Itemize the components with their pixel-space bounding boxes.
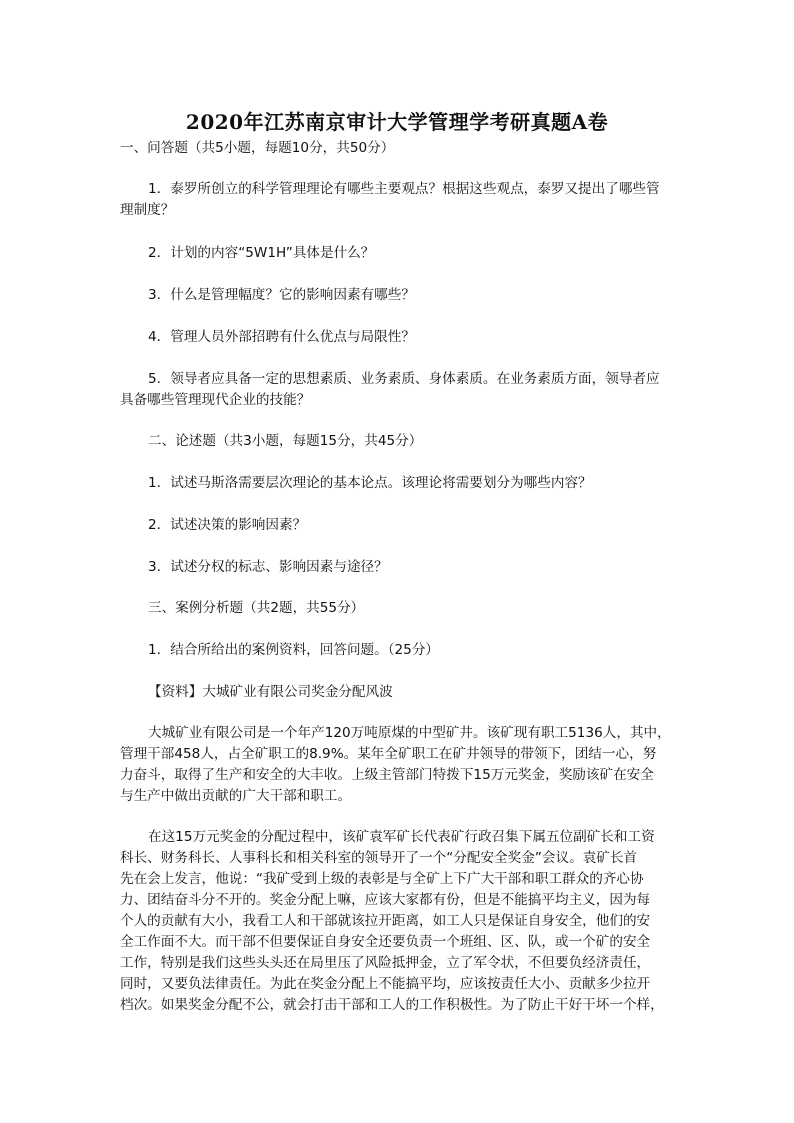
paragraph-2-line: 个人的贡献有大小，我看工人和干部就该拉开距离，如工人只是保证自身安全，他们的安 (120, 913, 651, 929)
section-1-heading: 一、问答题（共5小题，每题10分，共50分） (120, 140, 395, 156)
document-title: 2020年江苏南京审计大学管理学考研真题A卷 (185, 110, 609, 134)
question-1-5-line1: 5．领导者应具备一定的思想素质、业务素质、身体素质。在业务素质方面，领导者应 (148, 371, 660, 387)
question-1-1-line1: 1．泰罗所创立的科学管理理论有哪些主要观点？根据这些观点，泰罗又提出了哪些管 (148, 181, 660, 197)
paragraph-2-line: 在这15万元奖金的分配过程中，该矿袁军矿长代表矿行政召集下属五位副矿长和工资 (148, 829, 655, 845)
paragraph-2-line: 同时，又要负法律责任。为此在奖金分配上不能搞平均，应该按责任大小、贡献多少拉开 (120, 976, 651, 992)
paragraph-1-line: 力奋斗，取得了生产和安全的大丰收。上级主管部门特拨下15万元奖金，奖励该矿在安全 (120, 767, 654, 783)
question-3-1: 1．结合所给出的案例资料，回答问题。（25分） (148, 642, 440, 658)
section-3-heading: 三、案例分析题（共2题，共55分） (148, 600, 365, 616)
paragraph-1-line: 与生产中做出贡献的广大干部和职工。 (120, 788, 352, 804)
question-2-2: 2．试述决策的影响因素？ (148, 517, 307, 533)
question-1-1-line2: 理制度？ (120, 202, 175, 218)
question-1-3: 3．什么是管理幅度？它的影响因素有哪些？ (148, 287, 415, 303)
question-1-2: 2．计划的内容“5W1H”具体是什么？ (148, 245, 375, 261)
question-1-5-line2: 具备哪些管理现代企业的技能？ (120, 392, 311, 408)
paragraph-2-line: 先在会上发言，他说：“我矿受到上级的表彰是与全矿上下广大干部和职工群众的齐心协 (120, 871, 644, 887)
question-2-1: 1．试述马斯洛需要层次理论的基本论点。该理论将需要划分为哪些内容？ (148, 475, 592, 491)
paragraph-2-line: 工作，特别是我们这些头头还在局里压了风险抵押金，立了军令状，不但要负经济责任， (120, 955, 651, 971)
question-2-3: 3．试述分权的标志、影响因素与途径？ (148, 559, 388, 575)
paragraph-2-line: 全工作面不大。而干部不但要保证自身安全还要负责一个班组、区、队，或一个矿的安全 (120, 934, 651, 950)
paragraph-1-line: 大城矿业有限公司是一个年产120万吨原煤的中型矿井。该矿现有职工5136人，其中， (148, 725, 671, 741)
paragraph-2-line: 力、团结奋斗分不开的。奖金分配上嘛，应该大家都有份，但是不能搞平均主义，因为每 (120, 892, 651, 908)
paragraph-1-line: 管理干部458人，占全矿职工的8.9%。某年全矿职工在矿井领导的带领下，团结一心，努 (120, 746, 657, 762)
section-2-heading: 二、论述题（共3小题，每题15分，共45分） (148, 433, 423, 449)
question-1-4: 4．管理人员外部招聘有什么优点与局限性？ (148, 329, 415, 345)
paragraph-2-line: 科长、财务科长、人事科长和相关科室的领导开了一个“分配安全奖金”会议。袁矿长首 (120, 850, 638, 866)
material-title: 【资料】大城矿业有限公司奖金分配风波 (148, 684, 393, 700)
paragraph-2-line: 档次。如果奖金分配不公，就会打击干部和工人的工作积极性。为了防止干好干坏一个样， (120, 997, 664, 1013)
